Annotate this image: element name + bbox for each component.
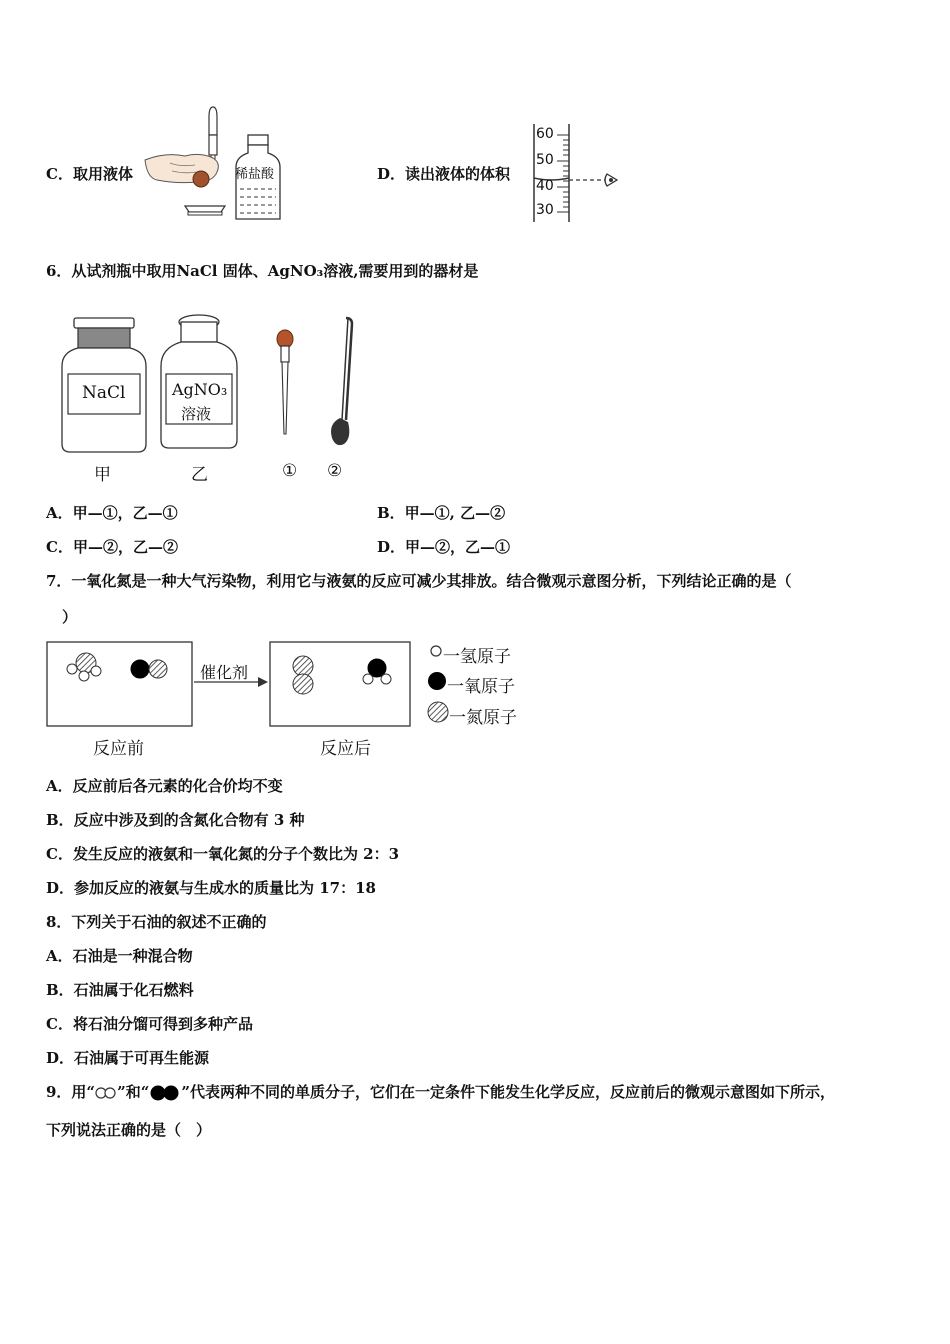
reaction-arrow [194, 676, 270, 688]
caption-1: ① [282, 461, 298, 481]
medicine-spoon-illustration [326, 314, 360, 450]
bottle-label-hcl: 稀盐酸 [235, 167, 275, 182]
q9-stem-line1 [46, 1083, 835, 1101]
caption-2: ② [327, 461, 343, 481]
q5-option-d[interactable]: D．读出液体的体积 [377, 165, 511, 183]
q8-stem: 8．下列关于石油的叙述不正确的 [46, 913, 267, 931]
legend-nitrogen: 一氮原子 [449, 708, 517, 728]
q9-stem-part2: ”和“ [117, 1083, 150, 1101]
q5-option-c[interactable]: C．取用液体 [46, 165, 133, 183]
q7-stem-line2: ） [62, 608, 78, 626]
q8-option-c[interactable]: C．将石油分馏可得到多种产品 [46, 1015, 253, 1033]
reaction-before-box [46, 641, 194, 727]
q9-stem-line2: 下列说法正确的是（ ） [46, 1121, 212, 1139]
cylinder-tick-30: 30 [536, 202, 554, 218]
cylinder-tick-40: 40 [536, 178, 554, 194]
caption-jia: 甲 [94, 465, 111, 485]
q8-option-a[interactable]: A．石油是一种混合物 [46, 947, 193, 965]
catalyst-label: 催化剂 [200, 663, 249, 682]
q7-stem-line1: 7．一氧化氮是一种大气污染物，利用它与液氨的反应可减少其排放。结合微观示意图分析，下列结论正确的是（ [46, 572, 792, 590]
q6-stem: 6．从试剂瓶中取用NaCl 固体、AgNO₃溶液,需要用到的器材是 [46, 262, 479, 280]
q6-option-c[interactable]: C．甲—②，乙—② [46, 538, 178, 556]
before-label: 反应前 [93, 739, 144, 759]
legend-hydrogen: 一氢原子 [443, 647, 511, 667]
q7-option-a[interactable]: A．反应前后各元素的化合价均不变 [46, 777, 283, 795]
q7-option-d[interactable]: D．参加反应的液氨与生成水的质量比为 17：18 [46, 879, 376, 897]
q9-stem-part3: ”代表两种不同的单质分子，它们在一定条件下能发生化学反应，反应前后的微观示意图如下所示， [181, 1083, 835, 1101]
q9-stem-part1: 9．用“ [46, 1083, 96, 1101]
q8-option-b[interactable]: B．石油属于化石燃料 [46, 981, 194, 999]
cylinder-tick-60: 60 [536, 126, 554, 142]
agno3-label: AgNO₃ [172, 380, 228, 399]
q7-option-c[interactable]: C．发生反应的液氨和一氧化氮的分子个数比为 2：3 [46, 845, 400, 863]
agno3-solution-label: 溶液 [181, 405, 212, 423]
q6-option-a[interactable]: A．甲—①，乙—① [46, 504, 178, 522]
q6-option-d[interactable]: D．甲—②，乙—① [377, 538, 511, 556]
dropper-illustration [274, 328, 296, 438]
black-molecule-icon [149, 1085, 181, 1101]
nacl-label: NaCl [82, 383, 126, 403]
q7-option-b[interactable]: B．反应中涉及到的含氮化合物有 3 种 [46, 811, 305, 829]
dropper-hand-illustration [140, 105, 240, 220]
q6-option-b[interactable]: B．甲—①, 乙—② [377, 504, 506, 522]
q8-option-d[interactable]: D．石油属于可再生能源 [46, 1049, 210, 1067]
reaction-after-box [269, 641, 413, 727]
white-molecule-icon [95, 1087, 117, 1099]
cylinder-tick-50: 50 [536, 152, 554, 168]
after-label: 反应后 [320, 739, 371, 759]
caption-yi: 乙 [191, 465, 208, 485]
legend-oxygen: 一氧原子 [447, 677, 515, 697]
